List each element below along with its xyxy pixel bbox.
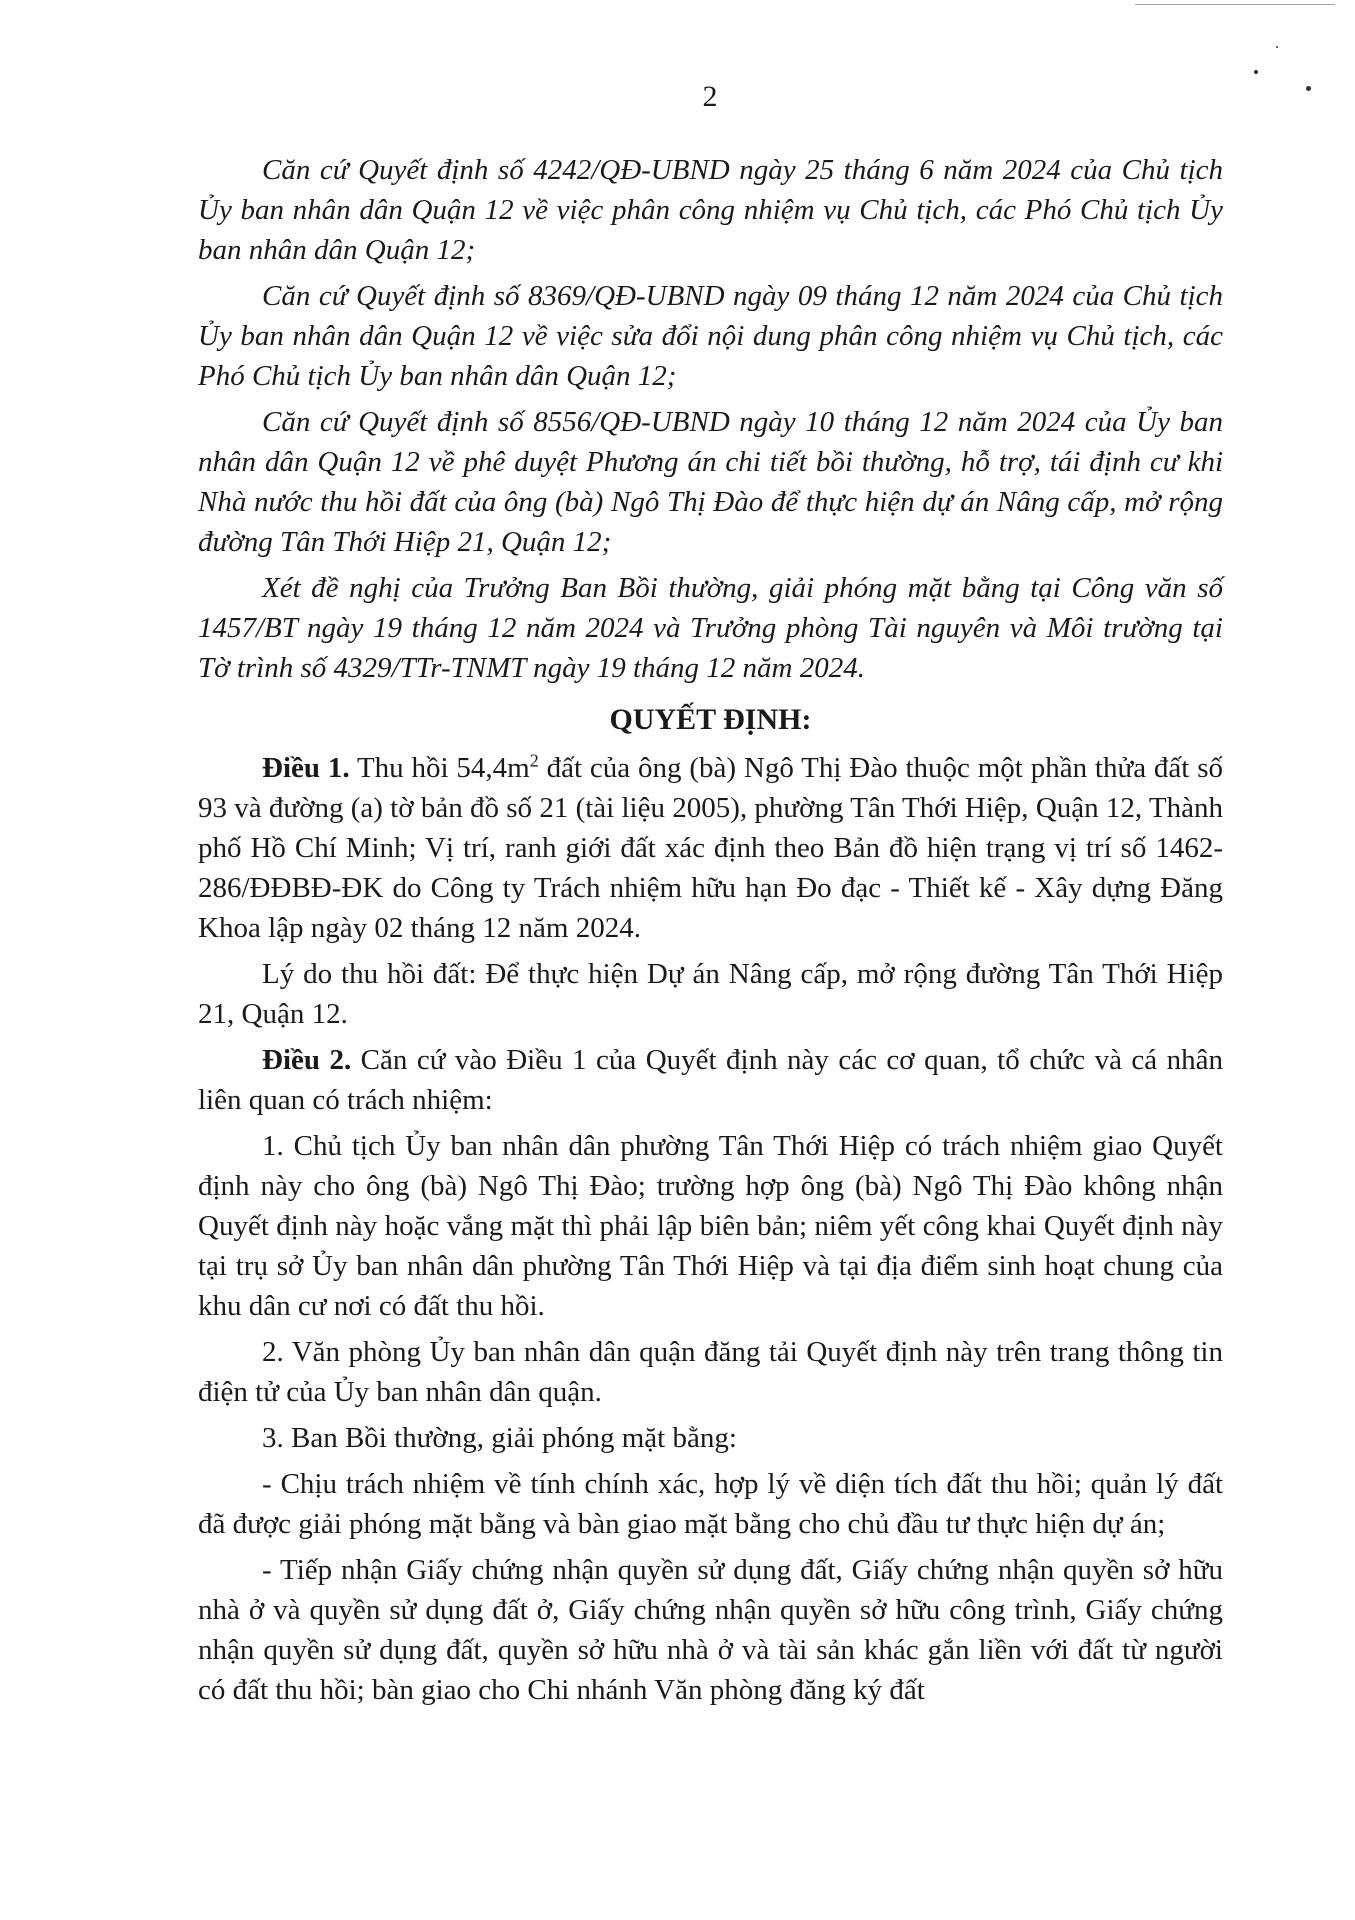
article-2-subitem: - Tiếp nhận Giấy chứng nhận quyền sử dụng đất, Giấy chứng nhận quyền sở hữu nhà ở và quyền sử dụng đất ở, Giấy chứng nhận quyền sở hữu công trình, Giấy chứng nhận quyền sử dụng đất, quyền sở hữu nhà ở và tài sản khác gắn liền với đất từ người có đất thu hồi; bàn giao cho Chi nhánh Văn phòng đăng ký đất	[198, 1554, 1223, 1706]
article-1-label: Điều 1.	[262, 752, 350, 784]
decision-title: QUYẾT ĐỊNH:	[609, 703, 812, 736]
proposal-paragraph: Xét đề nghị của Trưởng Ban Bồi thường, giải phóng mặt bằng tại Công văn số 1457/BT ngày 19 tháng 12 năm 2024 và Trưởng phòng Tài nguyên và Môi trường tại Tờ trình số 4329/TTr-TNMT ngày 19 tháng 12 năm 2024.	[198, 572, 1223, 684]
legal-basis-paragraph: Căn cứ Quyết định số 8369/QĐ-UBND ngày 09 tháng 12 năm 2024 của Chủ tịch Ủy ban nhân dân Quận 12 về việc sửa đổi nội dung phân công nhiệm vụ Chủ tịch, các Phó Chủ tịch Ủy ban nhân dân Quận 12;	[198, 280, 1223, 392]
scan-top-rule	[1135, 4, 1335, 5]
article-2-intro: Căn cứ vào Điều 1 của Quyết định này các cơ quan, tổ chức và cá nhân liên quan có trách nhiệm:	[198, 1044, 1224, 1116]
article-2-item: 3. Ban Bồi thường, giải phóng mặt bằng:	[262, 1422, 737, 1454]
legal-basis-paragraph: Căn cứ Quyết định số 4242/QĐ-UBND ngày 25 tháng 6 năm 2024 của Chủ tịch Ủy ban nhân dân Quận 12 về việc phân công nhiệm vụ Chủ tịch, các Phó Chủ tịch Ủy ban nhân dân Quận 12;	[198, 154, 1223, 266]
article-1	[198, 748, 1223, 948]
page-number: 2	[702, 80, 718, 113]
scan-speck	[1276, 46, 1278, 48]
article-1-text: Thu hồi 54,4m	[349, 752, 530, 784]
legal-basis-paragraph: Căn cứ Quyết định số 8556/QĐ-UBND ngày 10 tháng 12 năm 2024 của Ủy ban nhân dân Quận 12 về phê duyệt Phương án chi tiết bồi thường, hỗ trợ, tái định cư khi Nhà nước thu hồi đất của ông (bà) Ngô Thị Đào để thực hiện dự án Nâng cấp, mở rộng đường Tân Thới Hiệp 21, Quận 12;	[198, 406, 1223, 558]
area-unit-superscript: 2	[529, 750, 539, 771]
document-body	[198, 150, 1223, 1716]
article-2-item: 1. Chủ tịch Ủy ban nhân dân phường Tân Thới Hiệp có trách nhiệm giao Quyết định này cho ông (bà) Ngô Thị Đào; trường hợp ông (bà) Ngô Thị Đào không nhận Quyết định này hoặc vắng mặt thì phải lập biên bản; niêm yết công khai Quyết định này tại trụ sở Ủy ban nhân dân phường Tân Thới Hiệp và tại địa điểm sinh hoạt chung của khu dân cư nơi có đất thu hồi.	[198, 1130, 1223, 1322]
article-1-reason: Lý do thu hồi đất: Để thực hiện Dự án Nâng cấp, mở rộng đường Tân Thới Hiệp 21, Quận 12.	[198, 958, 1223, 1030]
article-2-label: Điều 2.	[262, 1044, 352, 1076]
article-1-text-cont: đất của ông (bà) Ngô Thị Đào thuộc một phần thửa đất số 93 và đường (a) tờ bản đồ số 21 (tài liệu 2005), phường Tân Thới Hiệp, Quận 12, Thành phố Hồ Chí Minh; Vị trí, ranh giới đất xác định theo Bản đồ hiện trạng vị trí số 1462-286/ĐĐBĐ-ĐK do Công ty Trách nhiệm hữu hạn Đo đạc - Thiết kế - Xây dựng Đăng Khoa lập ngày 02 tháng 12 năm 2024.	[198, 752, 1223, 944]
article-2-item: 2. Văn phòng Ủy ban nhân dân quận đăng tải Quyết định này trên trang thông tin điện tử của Ủy ban nhân dân quận.	[198, 1336, 1223, 1408]
scan-speck	[1254, 70, 1258, 74]
article-2	[198, 1040, 1223, 1120]
article-2-subitem: - Chịu trách nhiệm về tính chính xác, hợp lý về diện tích đất thu hồi; quản lý đất đã được giải phóng mặt bằng và bàn giao mặt bằng cho chủ đầu tư thực hiện dự án;	[198, 1468, 1223, 1540]
